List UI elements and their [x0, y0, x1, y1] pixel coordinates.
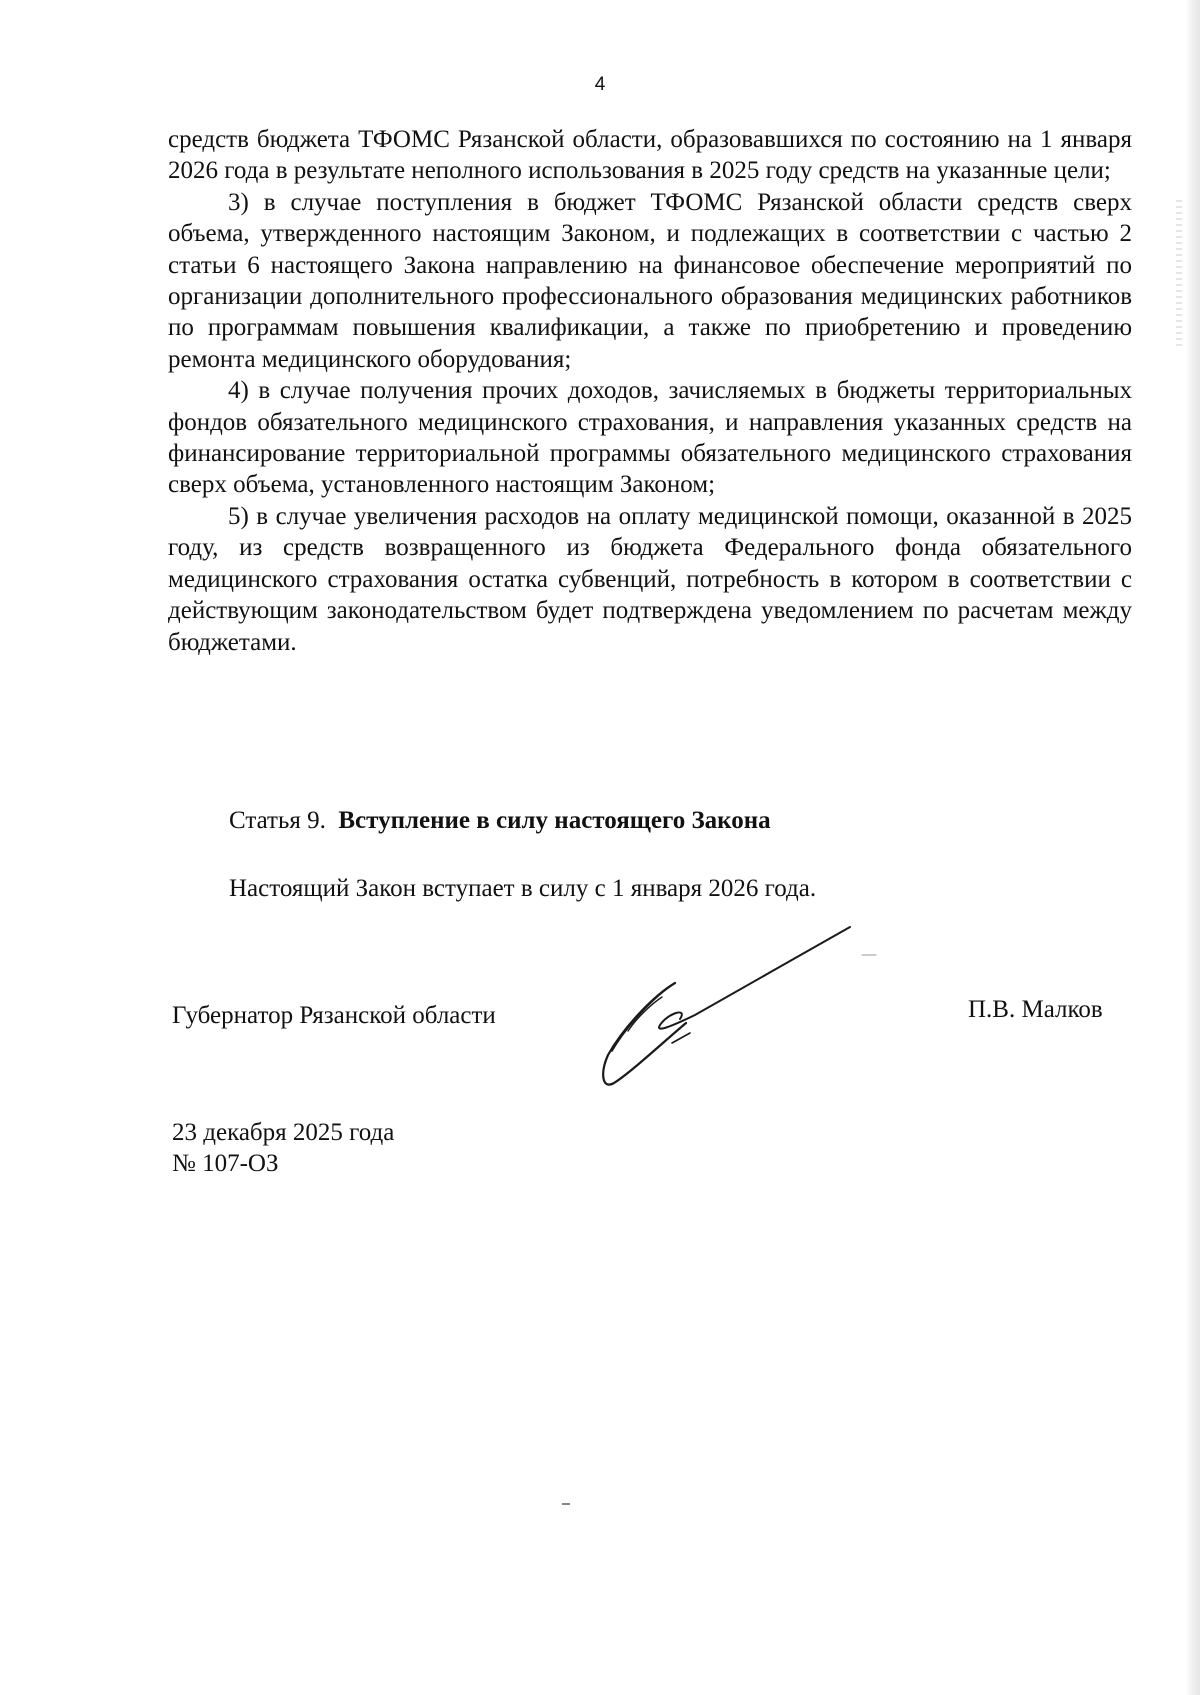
- article-label: Статья 9.: [229, 807, 326, 834]
- article-title: Вступление в силу настоящего Закона: [338, 807, 771, 834]
- law-text-block: [168, 124, 1132, 658]
- page-number: 4: [594, 74, 606, 95]
- paragraph-item-5: 5) в случае увеличения расходов на оплату медицинской помощи, оказанной в 2025 году, из средств возвращенного из бюджета Федерального фонда обязательного медицинского страхования остатка субвенций, потребность в котором в соответствии с действующим законодательством будет подтверждена уведомлением по расчетам между бюджетами.: [168, 502, 1132, 656]
- paragraph-item-4: 4) в случае получения прочих доходов, зачисляемых в бюджеты территориальных фондов обязательного медицинского страхования, и направления указанных средств на финансирование территориальной программы обязательного медицинского страхования сверх объема, установленного настоящим Законом;: [168, 377, 1132, 499]
- scan-artifact-marks: [1176, 200, 1182, 350]
- law-number: № 107-ОЗ: [172, 1150, 279, 1177]
- article-heading: [229, 805, 771, 836]
- scan-speck: [562, 1503, 570, 1505]
- paragraph-continuation: средств бюджета ТФОМС Рязанской области, образовавшихся по состоянию на 1 января 2026 года в результате неполного использования в 2025 году средств на указанные цели;: [168, 126, 1132, 185]
- handwritten-signature: [600, 915, 930, 1105]
- article-body: Настоящий Закон вступает в силу с 1 января 2026 года.: [229, 875, 817, 902]
- signatory-name: П.В. Малков: [968, 996, 1103, 1023]
- scan-edge-shadow: [1186, 0, 1200, 1695]
- paragraph-item-3: 3) в случае поступления в бюджет ТФОМС Рязанской области средств сверх объема, утвержденного настоящим Законом, и подлежащих в соответствии с частью 2 статьи 6 настоящего Закона направлению на финансовое обеспечение мероприятий по организации дополнительного профессионального образования медицинских работников по программам повышения квалификации, а также по приобретению и проведению ремонта медицинского оборудования;: [168, 188, 1132, 373]
- signatory-position: Губернатор Рязанской области: [172, 1002, 496, 1029]
- signing-date: 23 декабря 2025 года: [172, 1119, 395, 1146]
